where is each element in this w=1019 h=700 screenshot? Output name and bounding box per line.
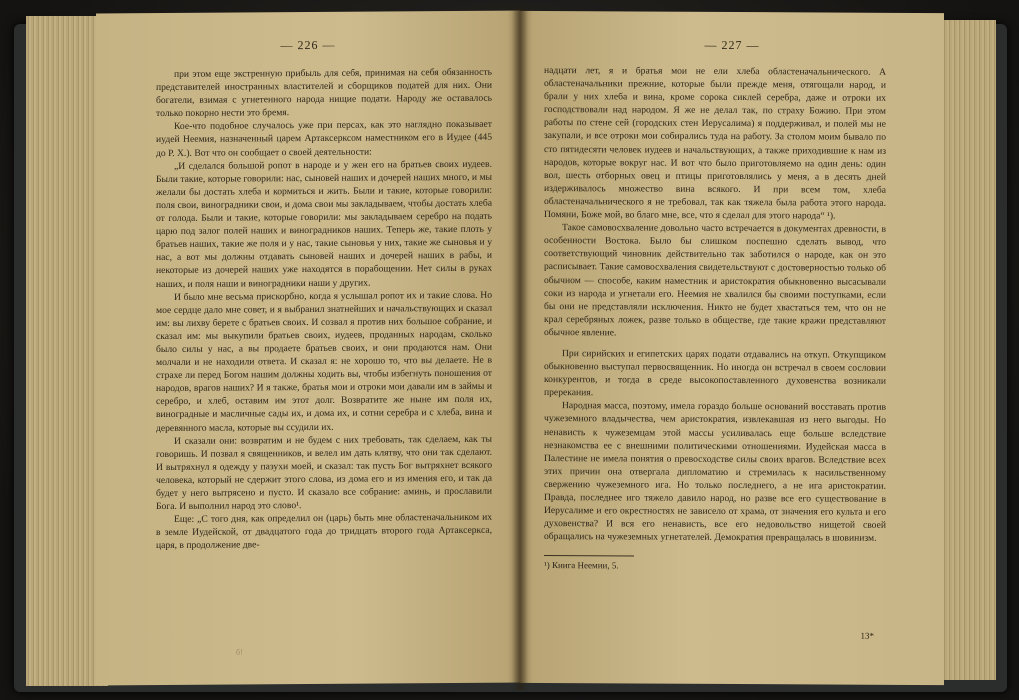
left-paragraph: при этом еще экстренную прибыль для себя, принимая на себя обязанность представителей иностранных властителей и сборщиков податей для них. Они богатели, взимая с угнетенного народа нищие подати. Народу же оставалось только покорно нести это бремя. — [156, 66, 492, 120]
left-paragraph: И сказали они: возвратим и не будем с них требовать, так сделаем, как ты говоришь. И позвал я священников, и велел им дать клятву, что они так сделают. И вытряхнул я одежду у пазухи моей, и сказал: так пусть Бог вытряхнет всякого человека, который не сдержит этого слова, из дома его и из имения его, и так да будет у него вытрясено и пусто. И сказало все собрание: аминь, и прославили Бога. И выполнил народ это слово¹. — [156, 433, 492, 513]
left-page — [96, 11, 520, 686]
left-page-number: — 226 — — [280, 37, 336, 53]
left-paragraph: Кое-что подобное случалось уже при персах, как это наглядно показывает иудей Неемия, назначенный царем Артаксерксом наместником его в Иудее (445 до Р. Х.). Вот что он сообщает о своей деятельности: — [156, 119, 492, 159]
right-page-body — [520, 64, 944, 559]
right-paragraph: Народная масса, поэтому, имела гораздо больше оснований восставать против чужеземного владычества, чем аристократия, извлекавшая из него выгоды. Но ненависть к чужеземцам этой массы усиливалась еще больше вследствие незнакомства ее с внешними политическими отношениями. Иудейская масса в Палестине не имела понятия о превосходстве силы своих врагов. Вследствие всех этих причин она отвергала дипломатию и стремилась к насильственному свержению чужеземного ига. Но только последнего, а не ига аристократии. Правда, последнее иго тяжело давило народ, но разве все его существование в Иерусалиме и его окрестностях не зависело от храма, от значения его культа и его духовенства? И вся его ненависть, все его недовольство нищетой своей обращались на чужеземных угнетателей. Демократия превращалась в шовинизм. — [544, 400, 886, 545]
right-paragraph: надцати лет, я и братья мои не ели хлеба областеначальнического. А областеначальники прежние, которые были прежде меня, отягощали народ, и брали у них хлеба и вина, кроме сорока сиклей серебра, даже и отроки их господствовали над народом. Я же не делал так, по страху Божию. При этом работы по стене сей (городских стен Иерусалима) я поддерживал, и полей мы не закупали, и все отроки мои собирались туда на работу. За столом моим бывало по сто пятидесяти человек иудеев и начальствующих, а также приходившие к нам из народов, которые вокруг нас. И вот что было приготовляемо на один день: один вол, шесть отборных овец и птицы приготовлялись у меня, а в десять дней издерживалось множество вина всякого. И при всем том, хлеба областеначальнического я не требовал, так как тяжела была работа этого народа. Помяни, Боже мой, во благо мне, все, что я сделал для этого народа“ ¹). — [544, 65, 886, 222]
signature-mark: 13* — [860, 630, 874, 641]
left-paragraph: Еще: „С того дня, как определил он (царь) быть мне областеначальником их в земле Иудейской, от двадцатого года до тридцать второго года Артаксеркса, царя, в продолжение две- — [156, 511, 492, 552]
right-page — [520, 11, 944, 685]
right-page-number: — 227 — — [704, 37, 760, 53]
left-page-faint-mark: б! — [236, 647, 243, 657]
left-page-body — [96, 66, 520, 553]
footnote: ¹) Книга Неемии, 5. — [544, 560, 619, 571]
book-gutter-shadow — [512, 8, 528, 690]
right-paragraph: При сирийских и египетских царях подати отдавались на откуп. Откупщиком обыкновенно выступал первосвященник. Но иногда он встречал в своем сословии конкурентов, и тогда в среде высокопоставленного духовенства возникали пререкания. — [544, 348, 886, 399]
left-paragraph: „И сделался большой ропот в народе и у жен его на братьев своих иудеев. Были такие, которые говорили: нас, сыновей наших и дочерей наших много, и мы желали бы достать хлеба и кормиться и жить. Были и такие, которые говорили: поля свои, виноградники свои, и дома свои мы закладываем, чтобы достать хлеба от голода. Были и такие, которые говорили: мы закладываем серебро на подать царю под залог полей наших и виноградников наших. Теперь же, такие плоть у братьев наших, такие же поля и у нас, такие сыновья у них, такие же сыновья и у нас, а вот мы должны отдавать сыновей наших и дочерей наших в рабы, и некоторые из дочерей наших уже находятся в порабощении. Нет силы в руках наших, и поля наши и виноградники наши у других. — [156, 158, 492, 290]
footnote-rule — [544, 555, 634, 556]
right-paragraph: Такое самовосхваление довольно часто встречается в документах древности, в особенности Востока. Было бы слишком поспешно сделать вывод, что соответствующий чиновник действительно так заботился о народе, как он это расписывает. Такие самовосхваления свидетельствуют с достоверностью только об обычном — способе, каким наместник и аристократия обыкновенно высасывали соки из народа и угнетали его. Неемия не хвалился бы своими поступками, если бы они не представляли исключения. Никто не будет хвастаться тем, что он не крал серебряных ложек, разве только в обществе, где такие кражи представляют обычное явление. — [544, 222, 886, 339]
left-paragraph: И было мне весьма прискорбно, когда я услышал ропот их и такие слова. Но мое сердце дало мне совет, и я выбранил знатнейших и начальствующих и сказал им: вы лихву берете с братьев своих. И созвал я против них большое собрание, и сказал им: мы выкупили братьев своих, иудеев, проданных народам, сколько было силы у нас, а вы продаете братьев своих, и они продаются нам. Они молчали и не находили ответа. И сказал я: не хорошо то, что вы делаете. Не в страхе ли перед Богом нашим должны ходить вы, чтобы избегнуть поношения от народов, врагов наших? И я также, братья мои и отроки мои давали им в займы и серебро, и хлеб, оставим им этот долг. Возвратите же ныне им поля их, виноградные и масличные сады их, и дома их, и сотни серебра и с хлеба, вина и деревянного масла, которые вы ссудили их. — [156, 289, 492, 434]
